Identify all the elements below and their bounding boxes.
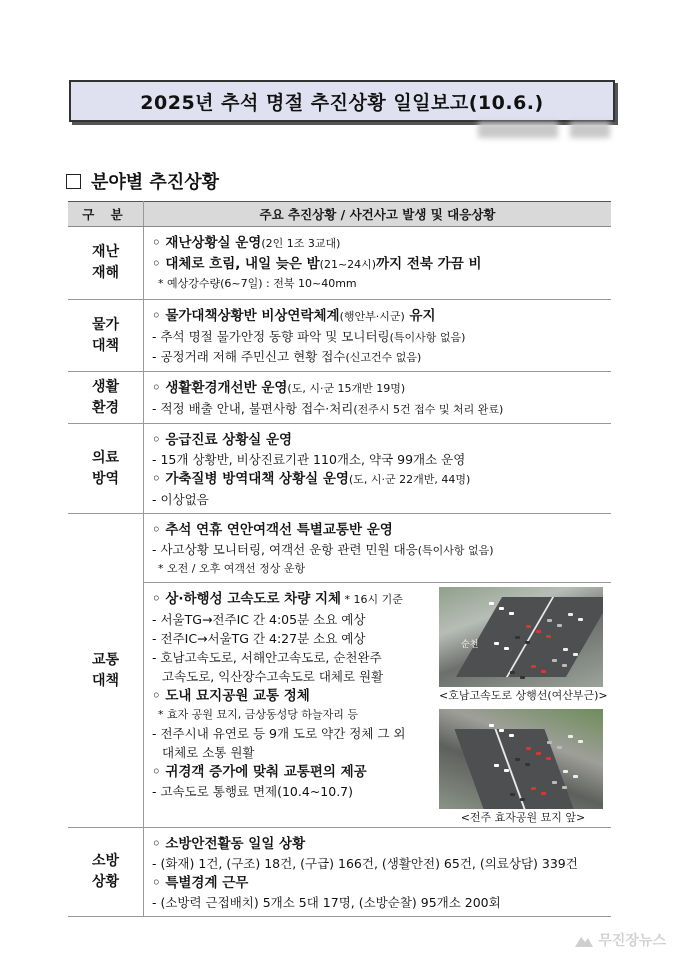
detail-item [152,893,603,912]
car-shape [504,769,509,772]
category-label: 의료 [91,449,120,466]
line-note: (2인 1조 3교대) [261,237,341,250]
car-shape [578,618,583,621]
bullet-item [152,233,603,254]
line-text: - 사고상황 모니터링, 여객선 운항 관련 민원 대응 [152,542,418,557]
line-text: - 호남고속도로, 서해안고속도로, 순천완주 [152,650,382,665]
detail-item [152,743,431,762]
car-shape [515,636,520,639]
car-shape [568,613,573,616]
detail-item [152,724,431,743]
line-text: - 전주시내 유연로 등 9개 도로 약간 정체 그 외 [152,726,406,741]
car-shape [525,641,530,644]
status-table [68,201,611,917]
car-shape [499,607,504,610]
line-note: * 16시 기준 [341,593,403,606]
bullet-item [152,378,603,399]
bullet-item [152,873,603,893]
car-shape [494,764,499,767]
car-shape [568,735,573,738]
car-shape [494,642,499,645]
note-item [152,706,431,724]
line-note: (특이사항 없음) [417,544,494,557]
line-text: - 서울TG→전주IC 간 4:05분 소요 예상 [152,612,366,627]
bullet-item [152,469,603,490]
car-shape [552,781,557,784]
line-text: ◦ 응급진료 상황실 운영 [152,432,293,448]
bullet-item [152,520,603,540]
car-shape [489,602,494,605]
line-text: 고속도로, 익산장수고속도로 대체로 원활 [162,669,384,684]
highway-photo [439,587,603,687]
line-text: ◦ 가축질병 방역대책 상황실 운영 [152,471,349,487]
line-text: ◦ 귀경객 증가에 맞춰 교통편의 제공 [152,764,367,780]
car-shape [531,787,536,790]
line-text: ◦ 재난상황실 운영 [152,235,262,251]
car-shape [509,612,514,615]
line-text: - (화재) 1건, (구조) 18건, (구급) 166건, (생활안전) 65건, (의료상담) 339건 [152,856,578,871]
detail-item [152,782,431,801]
line-text: - 추석 명절 물가안정 동향 파악 및 모니터링 [152,329,390,344]
line-text: 대체로 소통 원활 [162,745,255,760]
line-text: - 공정거래 저해 주민신고 현황 접수 [152,349,346,364]
car-shape [525,763,530,766]
detail-item [152,854,603,873]
detail-item [152,648,431,667]
car-shape [562,664,567,667]
line-text: ◦ 상·하행성 고속도로 차량 지체 [152,591,342,607]
watermark-text: 무진장뉴스 [598,933,666,949]
line-text: ◦ 추석 연휴 연안여객선 특별교통반 운영 [152,522,393,538]
car-shape [526,625,531,628]
bullet-item [152,254,603,275]
detail-item [152,667,431,686]
detail-item [152,610,431,629]
line-note: (도, 시·군 22개반, 44명) [348,473,471,486]
category-cell [68,372,144,424]
car-shape [547,741,552,744]
car-shape [557,746,562,749]
cemetery-road-photo [439,709,603,809]
detail-item [152,540,603,560]
content-cell [144,372,612,424]
car-shape [489,724,494,727]
detail-item [152,629,431,648]
detail-item [152,327,603,347]
car-shape [546,757,551,760]
car-shape [563,648,568,651]
car-shape [536,752,541,755]
header-content: 주요 추진상황 / 사건사고 발생 및 대응상황 [144,202,612,227]
category-cell [68,514,144,828]
line-text: - 적정 배출 안내, 불편사항 접수·처리 [152,401,354,416]
line-text: ◦ 특별경계 근무 [152,875,249,891]
section-heading [66,168,219,194]
table-row [68,300,611,372]
car-shape [552,659,557,662]
car-shape [541,792,546,795]
table-row [68,424,611,514]
line-note: (신고건수 없음) [345,351,422,364]
line-text: ◦ 도내 묘지공원 교통 정체 [152,688,310,704]
detail-item [152,347,603,367]
header-category: 구 분 [68,202,144,227]
line-text: ◦ 물가대책상황반 비상연락체계 [152,308,340,324]
category-label: 대책 [91,672,120,689]
car-shape [573,653,578,656]
detail-item [152,450,603,469]
car-shape [504,647,509,650]
car-shape [510,671,515,674]
section-heading-text: 분야별 추진상황 [91,172,219,193]
bullet-item [152,686,431,706]
car-shape [520,676,525,679]
table-row-traffic [68,514,611,828]
bullet-item [152,762,431,782]
car-shape [547,619,552,622]
car-shape [520,798,525,801]
car-shape [531,665,536,668]
car-shape [562,786,567,789]
redacted-author [478,122,558,138]
line-text: - 이상없음 [152,492,209,507]
content-cell [144,424,612,514]
line-note: (도, 시·군 15개반 19명) [287,382,406,395]
car-shape [499,729,504,732]
redacted-contact [570,122,610,138]
line-note: (전주시 5건 접수 및 처리 완료) [353,403,504,416]
car-shape [546,635,551,638]
detail-item [152,399,603,419]
car-shape [510,793,515,796]
photo-sign: 순천 [461,640,479,650]
car-shape [573,775,578,778]
car-shape [578,740,583,743]
category-label: 재해 [91,265,120,281]
table-row [68,372,611,424]
table-row [68,828,611,917]
car-shape [536,630,541,633]
line-text: ◦ 소방안전활동 일일 상황 [152,836,306,852]
line-note: (행안부·시군) [339,310,405,323]
note-item [152,560,603,578]
line-text: - 전주IC→서울TG 간 4:27분 소요 예상 [152,631,366,646]
category-label: 환경 [91,399,120,416]
table-row [68,227,611,300]
content-cell [144,300,612,372]
watermark [574,930,666,950]
line-note: (특이사항 없음) [389,331,466,344]
car-shape [557,624,562,627]
line-text: * 효자 공원 묘지, 금상동성당 하늘자리 등 [158,708,358,721]
report-title: 2025년 추석 명절 추진상황 일일보고(10.6.) [69,80,615,122]
category-label: 교통 [91,651,120,668]
car-shape [541,670,546,673]
checkbox-icon [66,174,81,189]
content-cell [144,828,612,917]
note-item [152,275,603,293]
car-shape [509,734,514,737]
line-text: - 고속도로 통행료 면제(10.4~10.7) [152,784,353,799]
category-label: 방역 [91,470,120,487]
car-shape [526,747,531,750]
car-shape [515,758,520,761]
category-label: 소방 [91,853,120,869]
category-label: 대책 [91,337,120,354]
line-tail: 까지 전북 가끔 비 [376,256,482,272]
line-text: * 오전 / 오후 여객선 정상 운항 [158,562,306,575]
mountain-icon [574,932,594,948]
category-cell [68,300,144,372]
detail-item [152,490,603,509]
bullet-item [152,306,603,327]
content-cell [144,227,612,300]
content-cell [144,514,612,828]
line-note: (21~24시) [319,258,377,271]
category-label: 상황 [91,874,120,890]
bullet-item [152,834,603,854]
photo-caption: <전주 효자공원 묘지 앞> [460,811,586,824]
category-cell [68,828,144,917]
category-cell [68,227,144,300]
line-tail: 유지 [404,308,436,324]
car-shape [563,770,568,773]
category-label: 물가 [91,316,120,333]
line-text: - (소방력 근접배치) 5개소 5대 17명, (소방순찰) 95개소 200회 [152,895,501,910]
line-text: * 예상강수량(6~7일) : 전북 10~40mm [158,277,357,290]
photo-caption: <호남고속도로 상행선(여산부근)> [439,689,608,702]
bullet-item [152,430,603,450]
line-text: ◦ 대체로 흐림, 내일 늦은 밤 [152,256,320,272]
category-label: 재난 [91,244,120,260]
category-label: 생활 [91,378,120,395]
line-text: - 15개 상황반, 비상진료기관 110개소, 약국 99개소 운영 [152,452,466,467]
category-cell [68,424,144,514]
line-text: ◦ 생활환경개선반 운영 [152,380,288,396]
bullet-item [152,589,431,610]
